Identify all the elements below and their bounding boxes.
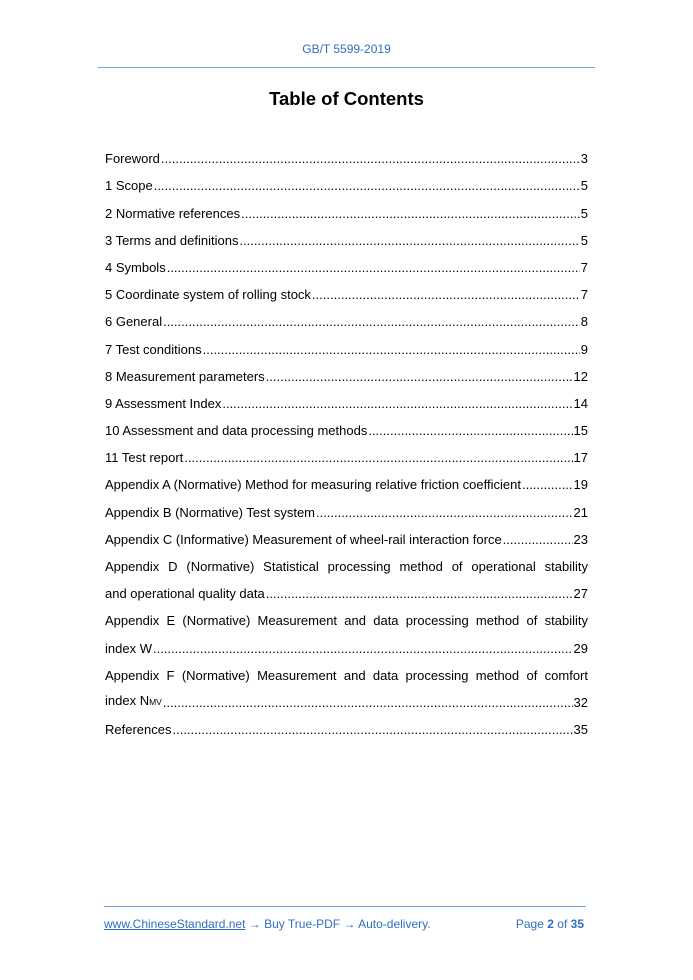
site-link[interactable]: www.ChineseStandard.net [104, 917, 246, 931]
toc-entry-appendix-d-line1[interactable]: Appendix D (Normative) Statistical processing method of operational stability [105, 558, 588, 574]
toc-entry-assessment-methods[interactable]: 10 Assessment and data processing methods ..... 15 [105, 411, 588, 438]
toc-entry-symbols[interactable]: 4 Symbols ..... 7 [105, 248, 588, 275]
doc-id: GB/T 5599-2019 [302, 42, 391, 56]
toc-entry-normative-references[interactable]: 2 Normative references ..... 5 [105, 193, 588, 220]
toc-entry-appendix-e[interactable]: index W ..... 29 [105, 628, 588, 655]
page-header [98, 40, 595, 68]
page-footer [104, 906, 586, 931]
toc-entry-test-report[interactable]: 11 Test report ..... 17 [105, 438, 588, 465]
toc-entry-appendix-d[interactable]: and operational quality data ..... 27 [105, 574, 588, 601]
toc-entry-test-conditions[interactable]: 7 Test conditions ..... 9 [105, 329, 588, 356]
table-of-contents [105, 139, 588, 737]
page-indicator: Page 2 of 35 [515, 917, 584, 931]
toc-entry-appendix-a[interactable]: Appendix A (Normative) Method for measuring relative friction coefficient ..... 19 [105, 465, 588, 492]
toc-entry-scope[interactable]: 1 Scope ..... 5 [105, 166, 588, 193]
toc-entry-general[interactable]: 6 General ..... 8 [105, 302, 588, 329]
toc-entry-coordinate-system[interactable]: 5 Coordinate system of rolling stock ..... 7 [105, 275, 588, 302]
toc-entry-appendix-c[interactable]: Appendix C (Informative) Measurement of wheel-rail interaction force ..... 23 [105, 520, 588, 547]
page-title: Table of Contents [269, 88, 424, 109]
subscript-mv: MV [149, 696, 162, 707]
total-pages: 35 [570, 917, 584, 931]
toc-entry-references[interactable]: References ..... 35 [105, 710, 588, 737]
toc-entry-foreword[interactable]: Foreword ..... 3 [105, 139, 588, 166]
toc-entry-assessment-index[interactable]: 9 Assessment Index ..... 14 [105, 384, 588, 411]
toc-entry-appendix-f-line1[interactable]: Appendix F (Normative) Measurement and data processing method of comfort [105, 667, 588, 683]
toc-entry-terms[interactable]: 3 Terms and definitions ..... 5 [105, 221, 588, 248]
toc-entry-appendix-b[interactable]: Appendix B (Normative) Test system ..... 21 [105, 492, 588, 519]
current-page: 2 [547, 917, 554, 931]
toc-entry-measurement-parameters[interactable]: 8 Measurement parameters ..... 12 [105, 357, 588, 384]
promo-text: → Buy True-PDF → Auto-delivery. [245, 917, 431, 931]
toc-entry-appendix-e-line1[interactable]: Appendix E (Normative) Measurement and data processing method of stability [105, 613, 588, 629]
toc-entry-appendix-f[interactable]: index NMV ..... 32 [105, 683, 588, 710]
